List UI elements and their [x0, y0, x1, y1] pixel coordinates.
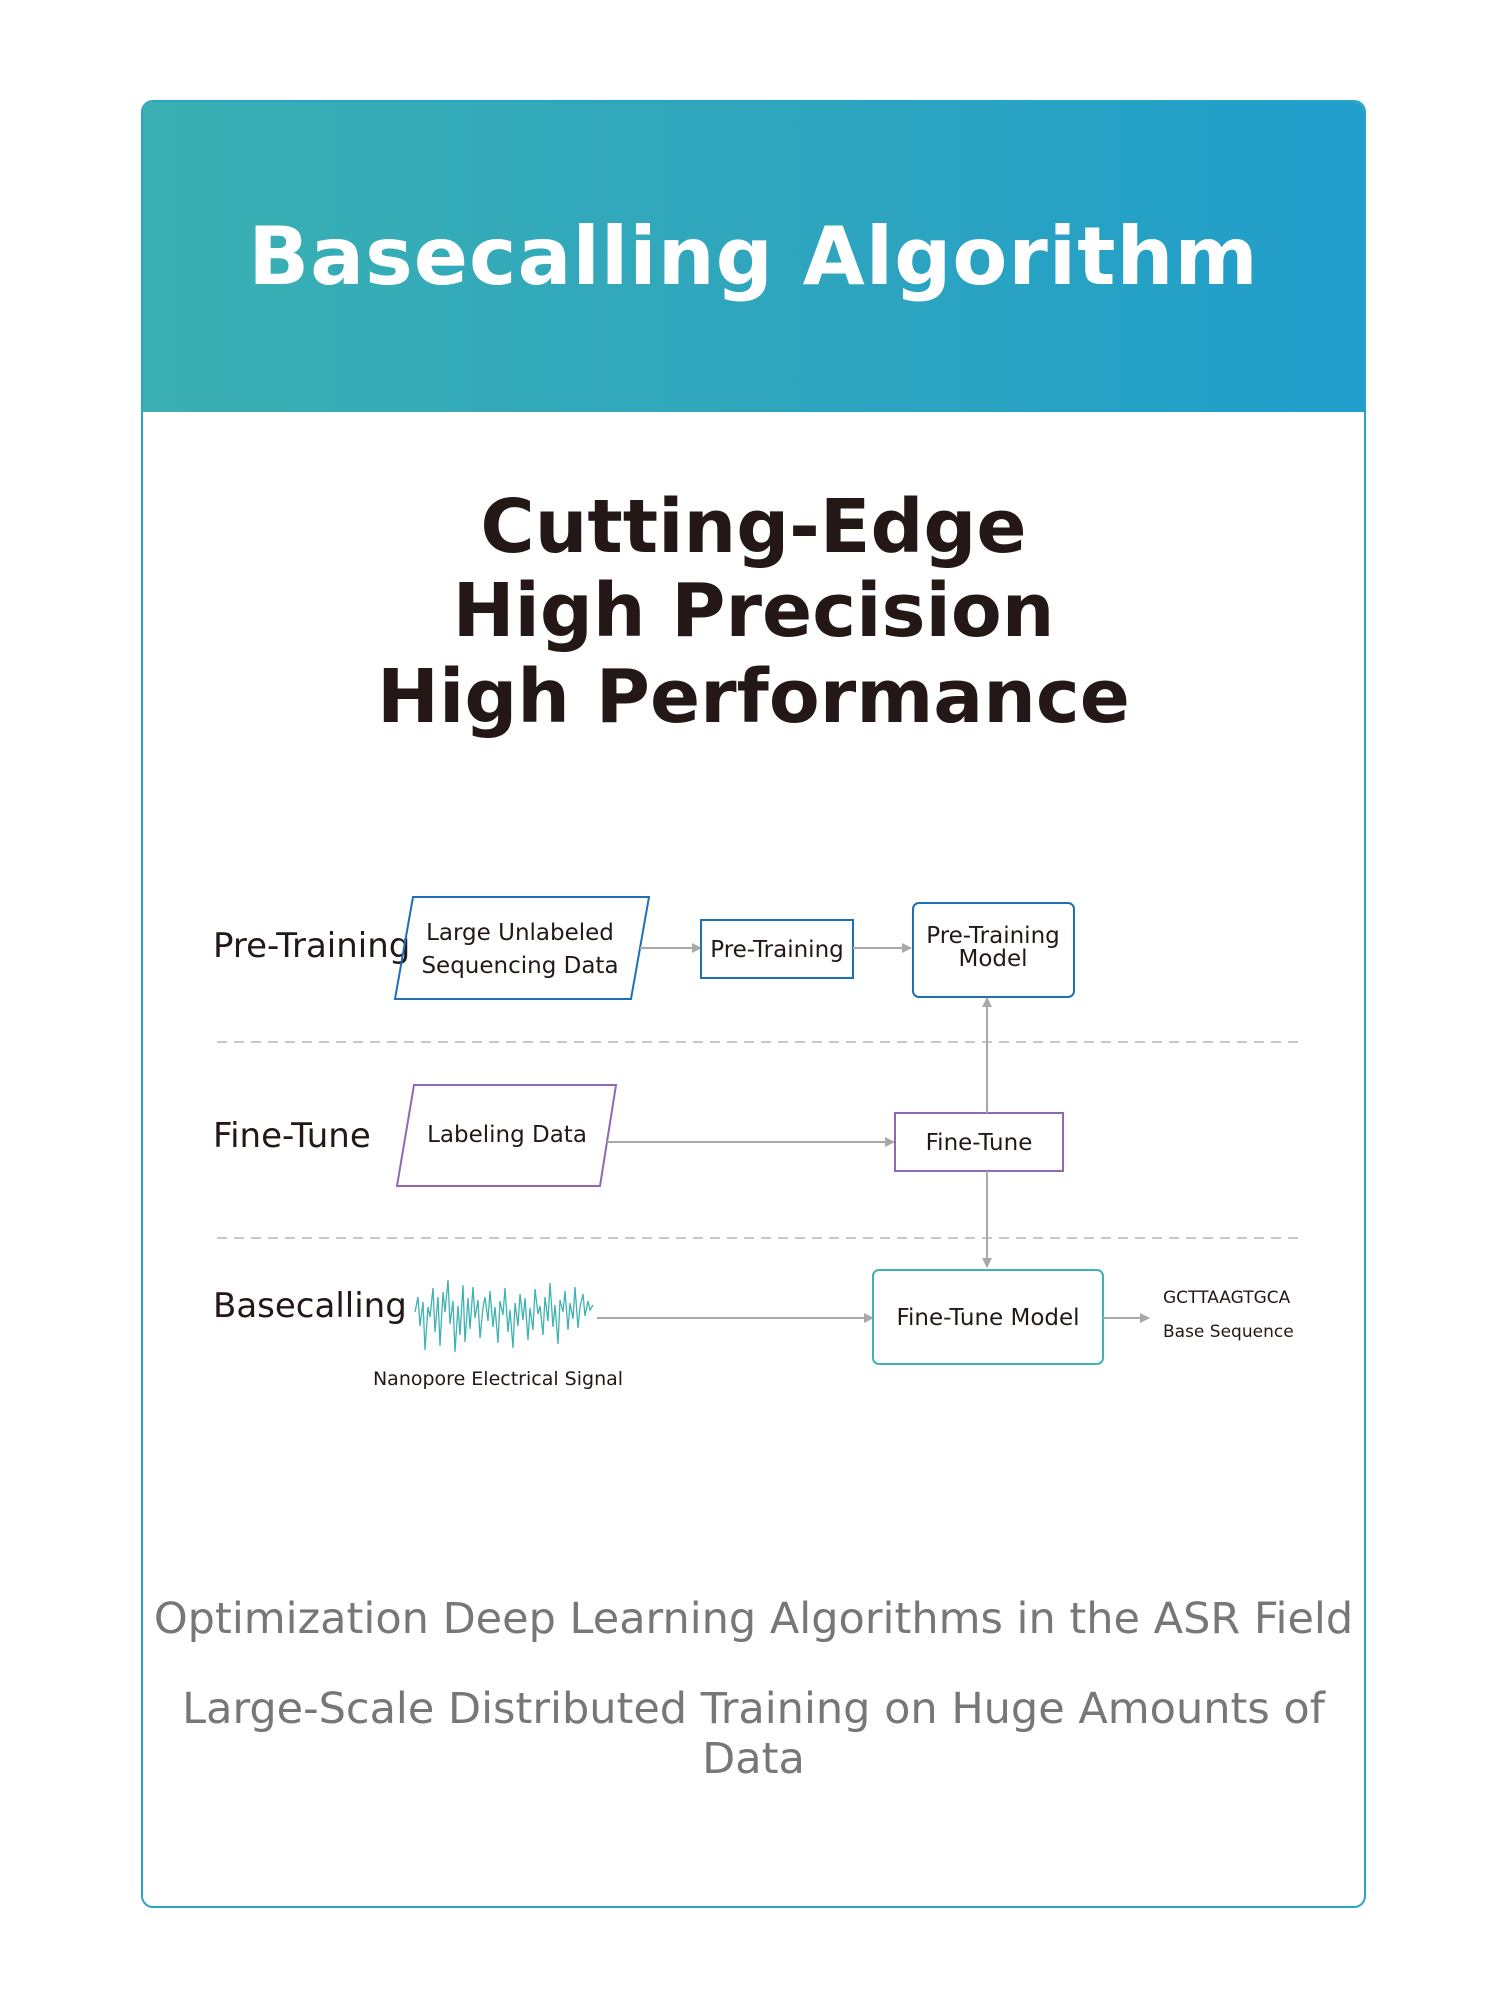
row-label-pretraining: Pre-Training [213, 926, 411, 966]
unlabeled-data-label-1: Large Unlabeled [426, 920, 614, 946]
signal-caption: Nanopore Electrical Signal [372, 1368, 624, 1390]
pretraining-model-label-2: Model [958, 946, 1028, 972]
info-card [141, 100, 1366, 1908]
nanopore-signal-waveform [415, 1280, 593, 1352]
footer-line-2: Large-Scale Distributed Training on Huge Amounts of Data [182, 1684, 1325, 1784]
headline-line-2: High Precision [452, 568, 1055, 654]
row-label-basecalling: Basecalling [213, 1286, 407, 1326]
headline-line-1: Cutting-Edge [480, 484, 1027, 570]
base-sequence-caption: Base Sequence [1163, 1322, 1294, 1342]
pretraining-step-label: Pre-Training [710, 937, 844, 963]
pretraining-model-label-1: Pre-Training [926, 923, 1060, 949]
row-label-finetune: Fine-Tune [213, 1116, 371, 1156]
banner-title: Basecalling Algorithm [248, 210, 1259, 303]
unlabeled-data-label-2: Sequencing Data [421, 953, 619, 979]
finetune-model-label: Fine-Tune Model [896, 1305, 1080, 1331]
labeling-data-label: Labeling Data [427, 1122, 587, 1148]
finetune-step-label: Fine-Tune [925, 1130, 1033, 1156]
headline-line-3: High Performance [377, 654, 1130, 740]
base-sequence-value: GCTTAAGTGCA [1163, 1288, 1291, 1308]
unlabeled-data-shape [395, 897, 649, 999]
footer-line-1: Optimization Deep Learning Algorithms in the ASR Field [153, 1594, 1354, 1644]
